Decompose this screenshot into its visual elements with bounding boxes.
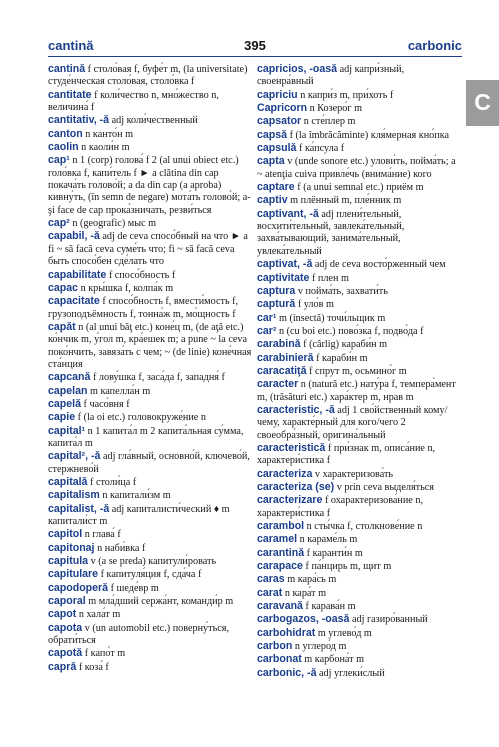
dictionary-entry xyxy=(257,404,462,442)
entry-definition: f карава́н m xyxy=(302,601,356,613)
dictionary-entry xyxy=(257,142,462,155)
entry-definition: adj углеки́слый xyxy=(316,667,385,679)
entry-definition: adj de ceva восто́рженный чем xyxy=(312,259,446,271)
entry-definition: adj гла́вный, основно́й, ключево́й, стержнево́й xyxy=(48,451,250,475)
dictionary-entry xyxy=(48,269,253,282)
dictionary-entry xyxy=(257,89,462,102)
entry-headword: caracteristic, -ă xyxy=(257,403,335,416)
entry-definition: f караби́н m xyxy=(313,352,368,364)
entry-headword: carambol xyxy=(257,520,305,533)
dictionary-entry xyxy=(257,481,462,494)
entry-headword: carantină xyxy=(257,546,305,559)
entry-headword: capăt xyxy=(48,320,76,333)
entry-definition: n капри́з m, при́хоть f xyxy=(297,89,394,101)
entry-definition: f капо́т m xyxy=(82,648,126,660)
dictionary-entry xyxy=(257,272,462,285)
entry-headword: caracteristică xyxy=(257,441,326,454)
entry-headword: Capricorn xyxy=(257,102,308,115)
dictionary-entry xyxy=(257,494,462,520)
entry-definition: n кры́шка f, колпа́к m xyxy=(78,282,174,294)
entry-headword: capac xyxy=(48,281,79,294)
entry-definition: f шеде́вр m xyxy=(108,582,159,594)
dictionary-entry xyxy=(257,533,462,546)
header-rule xyxy=(48,56,462,57)
entry-definition: f плен m xyxy=(309,272,349,284)
dictionary-entry xyxy=(257,600,462,613)
entry-headword: carat xyxy=(257,586,283,599)
dictionary-entry xyxy=(48,230,253,268)
dictionary-entry xyxy=(48,450,253,476)
dictionary-entry xyxy=(48,528,253,541)
entry-headword: carbon xyxy=(257,640,293,653)
entry-headword: captivitate xyxy=(257,271,310,284)
entry-definition: f коли́чество n, мно́жество n, величина́ f xyxy=(48,89,219,114)
dictionary-entry xyxy=(257,129,462,142)
entry-definition: f спрут m, осьмино́г m xyxy=(306,365,407,377)
entry-headword: caporal xyxy=(48,595,86,608)
entry-headword: capabil, -ă xyxy=(48,230,100,243)
entry-definition: n Козеро́г m xyxy=(307,103,362,115)
dictionary-entry xyxy=(257,573,462,586)
entry-headword: capelă xyxy=(48,397,81,410)
entry-headword: carabină xyxy=(257,338,301,351)
entry-definition: adj de ceva спосо́бный на что ► a fi ~ să facă ceva суме́ть что; fi ~ să facă ceva быть спосо́бен сде́лать что xyxy=(48,231,248,268)
entry-headword: capsator xyxy=(257,115,302,128)
entry-definition: m (insectă) точи́льщик m xyxy=(276,312,386,324)
dictionary-entry xyxy=(48,63,253,89)
dictionary-entry xyxy=(257,613,462,626)
dictionary-entry xyxy=(257,520,462,533)
dictionary-entry xyxy=(257,338,462,351)
entry-definition: adj капиталисти́ческий ♦ m капитали́ст m xyxy=(48,503,230,528)
dictionary-entry xyxy=(257,285,462,298)
entry-headword: captiv xyxy=(257,194,288,207)
entry-headword: capcană xyxy=(48,371,91,384)
dictionary-entry xyxy=(257,181,462,194)
entry-headword: capitula xyxy=(48,555,89,568)
entry-headword: capacitate xyxy=(48,295,100,308)
entry-headword: capot xyxy=(48,608,77,621)
dictionary-entry xyxy=(257,208,462,258)
entry-definition: n кара́т m xyxy=(282,587,327,599)
page-number: 395 xyxy=(244,38,266,53)
dictionary-entry xyxy=(257,378,462,404)
dictionary-entry xyxy=(257,560,462,573)
entry-headword: caravană xyxy=(257,600,303,613)
entry-headword: caracteriza (se) xyxy=(257,481,335,493)
dictionary-entry xyxy=(257,115,462,128)
entry-definition: v (a se preda) капитули́ровать xyxy=(88,556,217,568)
entry-definition: f часо́вня f xyxy=(80,398,130,410)
entry-definition: n (geografic) мыс m xyxy=(69,218,157,230)
entry-headword: carabinieră xyxy=(257,351,314,364)
entry-definition: adj коли́чественный xyxy=(109,115,198,127)
dictionary-entry xyxy=(257,63,462,89)
entry-definition: v характеризова́ть xyxy=(312,468,394,480)
entry-headword: cantitate xyxy=(48,88,92,101)
dictionary-entry xyxy=(48,128,253,141)
entry-headword: capsulă xyxy=(257,142,297,155)
entry-headword: car² xyxy=(257,324,277,337)
entry-definition: adj плени́тельный, восхити́тельный, завлека́тельный, захва́тывающий, занима́тельный, увлека́тельный xyxy=(257,208,405,257)
dictionary-entry xyxy=(48,371,253,384)
entry-definition: f (cârlig) караби́н m xyxy=(300,339,388,351)
entry-definition: f (la oi etc.) головокруже́ние n xyxy=(75,412,206,424)
dictionary-entry xyxy=(48,411,253,424)
entry-definition: n каоли́н m xyxy=(78,142,130,154)
entry-definition: f капитуля́ция f, сда́ча f xyxy=(98,569,202,581)
entry-definition: f лову́шка f, заса́да f, западня́ f xyxy=(90,372,225,384)
entry-headword: capitalism xyxy=(48,489,100,502)
dictionary-entry xyxy=(257,155,462,181)
entry-definition: f (a unui semnal etc.) приём m xyxy=(294,182,424,194)
dictionary-entry xyxy=(257,102,462,115)
left-running-head: cantină xyxy=(48,38,94,53)
dictionary-entry xyxy=(257,258,462,271)
entry-definition: f при́знак m, описа́ние n, характери́стика f xyxy=(257,442,436,467)
entry-definition: f спосо́бность f xyxy=(106,269,176,281)
entry-headword: cap² xyxy=(48,217,70,230)
entry-definition: m мла́дший сержа́нт, команди́р m xyxy=(85,596,234,608)
entry-headword: caracter xyxy=(257,378,299,391)
entry-definition: n (cu boi etc.) пово́зка f, подво́да f xyxy=(276,325,424,337)
dictionary-entry xyxy=(48,622,253,648)
entry-headword: carapace xyxy=(257,560,303,573)
dictionary-entry xyxy=(48,476,253,489)
dictionary-entry xyxy=(257,653,462,666)
entry-definition: f коза́ f xyxy=(76,661,109,673)
dictionary-entry xyxy=(257,547,462,560)
dictionary-entry xyxy=(48,321,253,371)
entry-headword: canton xyxy=(48,127,83,140)
dictionary-entry xyxy=(48,89,253,115)
entry-headword: caracatiţă xyxy=(257,364,307,377)
entry-headword: caramel xyxy=(257,533,298,546)
dictionary-entry xyxy=(48,661,253,674)
entry-definition: n сте́плер m xyxy=(301,116,356,128)
entry-headword: capotă xyxy=(48,647,83,660)
dictionary-entry xyxy=(48,114,253,127)
dictionary-entry xyxy=(48,503,253,529)
dictionary-entry xyxy=(257,627,462,640)
entry-headword: capitonaj xyxy=(48,541,95,554)
entry-definition: f ка́псула f xyxy=(296,143,345,155)
entry-headword: captivat, -ă xyxy=(257,258,313,271)
entry-definition: f столи́ца f xyxy=(87,477,137,488)
entry-headword: capta xyxy=(257,155,285,168)
entry-headword: capitulare xyxy=(48,568,99,581)
entry-headword: capitalist, -ă xyxy=(48,502,110,515)
dictionary-entry xyxy=(48,595,253,608)
entry-headword: capitală xyxy=(48,476,88,488)
entry-definition: n (natură etc.) нату́ра f, темпера́мент m, (trăsături etc.) хара́ктер m, нрав m xyxy=(257,379,456,403)
dictionary-column-left xyxy=(48,63,253,674)
dictionary-entry xyxy=(48,582,253,595)
entry-headword: capricios, -oasă xyxy=(257,63,338,75)
entry-definition: n капитали́зм m xyxy=(99,490,171,502)
dictionary-entry xyxy=(48,568,253,581)
entry-headword: capital¹ xyxy=(48,424,86,437)
entry-definition: n наби́вка f xyxy=(94,542,146,554)
entry-definition: adj газиро́ванный xyxy=(349,614,428,626)
entry-definition: adj капри́зный, своенра́вный xyxy=(257,64,405,88)
entry-headword: capie xyxy=(48,411,76,424)
right-running-head: carbonic xyxy=(407,38,462,53)
entry-headword: capelan xyxy=(48,384,88,397)
entry-headword: cantitativ, -ă xyxy=(48,114,110,127)
dictionary-entry xyxy=(48,141,253,154)
entry-headword: caras xyxy=(257,573,285,586)
dictionary-entry xyxy=(48,282,253,295)
entry-definition: v пойма́ть, захвати́ть xyxy=(295,285,388,297)
entry-headword: captare xyxy=(257,181,295,194)
entry-headword: cantină xyxy=(48,63,86,75)
dictionary-entry xyxy=(48,398,253,411)
dictionary-entry xyxy=(48,489,253,502)
entry-headword: carbonat xyxy=(257,653,302,666)
dictionary-entry xyxy=(257,640,462,653)
entry-definition: n (al unui băţ etc.) коне́ц m, (de aţă etc.) ко́нчик m, у́гол m, кра́ешек m; a pune ~ la ceva поко́нчить, завяза́ть с чем; ~ (de linie) коне́чная ста́нция xyxy=(48,321,252,370)
entry-headword: caolin xyxy=(48,141,79,154)
entry-definition: f спосо́бность f, вмести́мость f, грузоподъёмность f, тонна́ж m, мо́щность f xyxy=(48,296,239,320)
entry-definition: f охарактеризова́ние n, характери́стика f xyxy=(257,495,424,519)
entry-definition: f каранти́н m xyxy=(304,547,363,559)
dictionary-entry xyxy=(257,194,462,207)
entry-headword: captura xyxy=(257,284,296,297)
entry-definition: n глава́ f xyxy=(82,529,121,541)
entry-definition: adj 1 сво́йственный кому/чему, характе́рный для кого/чего 2 своеобра́зный, оригина́льный xyxy=(257,404,448,441)
entry-headword: capodoperă xyxy=(48,581,109,594)
dictionary-entry xyxy=(48,542,253,555)
entry-headword: carbonic, -ă xyxy=(257,666,317,679)
entry-headword: capital², -ă xyxy=(48,450,101,463)
entry-headword: capră xyxy=(48,660,77,673)
dictionary-entry xyxy=(257,365,462,378)
entry-definition: v (unde sonore etc.) улови́ть, пойма́ть; a ~ atenţia cuiva привле́чь (внима́ние) кого xyxy=(257,156,456,180)
dictionary-entry xyxy=(257,352,462,365)
entry-definition: m плённый m, пле́нник m xyxy=(287,195,402,207)
dictionary-entry xyxy=(48,555,253,568)
entry-definition: v (un automobil etc.) поверну́ться, обрати́ться xyxy=(48,622,229,647)
entry-definition: n хала́т m xyxy=(76,609,121,621)
page-header xyxy=(48,38,462,54)
entry-headword: carbogazos, -oasă xyxy=(257,613,350,626)
entry-definition: f столо́вая f, буфе́т m, (la universitate) студе́нческая столо́вая, столо́вка f xyxy=(48,64,248,88)
entry-definition: n караме́ль m xyxy=(297,534,358,546)
entry-definition: m кара́сь m xyxy=(284,574,337,586)
entry-definition: f (la îmbrăcăminte) кля́мерная кно́пка xyxy=(287,129,450,141)
entry-headword: carbohidrat xyxy=(257,626,316,639)
dictionary-entry xyxy=(257,667,462,680)
entry-definition: m капелла́н m xyxy=(87,385,151,397)
dictionary-entry xyxy=(257,312,462,325)
dictionary-entry xyxy=(257,468,462,481)
entry-definition: n канто́н m xyxy=(82,128,134,140)
entry-definition: n сты́чка f, столкнове́ние n xyxy=(304,521,423,533)
dictionary-entry xyxy=(48,425,253,451)
entry-definition: n 1 (corp) голова́ f 2 (al unui obiect etc.) голо́вка f, капи́тель f ► a clătina din cap покача́ть голово́й; a da din cap (a aproba) кивну́ть, (în semn de negare) мота́ть голово́й; a-şi face de cap прока́зничать, резви́ться xyxy=(48,155,251,216)
dictionary-column-right xyxy=(257,63,462,680)
thumb-tab-letter: C xyxy=(474,89,491,115)
entry-definition: f уло́в m xyxy=(295,299,334,311)
dictionary-entry xyxy=(257,587,462,600)
entry-headword: captivant, -ă xyxy=(257,207,319,220)
entry-headword: capota xyxy=(48,621,83,634)
dictionary-entry xyxy=(257,325,462,338)
entry-headword: captură xyxy=(257,298,296,311)
entry-headword: capitol xyxy=(48,528,83,541)
dictionary-entry xyxy=(48,385,253,398)
entry-definition: v prin ceva выделя́ться xyxy=(334,482,434,493)
dictionary-entry xyxy=(257,442,462,468)
entry-headword: car¹ xyxy=(257,311,277,324)
entry-headword: capsă xyxy=(257,128,288,141)
entry-headword: caracteriza xyxy=(257,467,313,480)
entry-definition: m углево́д m xyxy=(315,627,372,639)
entry-definition: f па́нцирь m, щит m xyxy=(302,561,392,573)
entry-headword: capriciu xyxy=(257,88,298,101)
entry-definition: n углеро́д m xyxy=(292,641,347,653)
dictionary-entry xyxy=(48,217,253,230)
entry-headword: cap¹ xyxy=(48,154,70,167)
entry-definition: m карбона́т m xyxy=(301,654,365,666)
dictionary-entry xyxy=(48,154,253,217)
letter-thumb-tab xyxy=(466,80,499,126)
dictionary-entry xyxy=(48,608,253,621)
dictionary-entry xyxy=(48,647,253,660)
entry-definition: n 1 капита́л m 2 капита́льная су́мма, капита́л m xyxy=(48,425,244,449)
dictionary-entry xyxy=(48,295,253,321)
entry-headword: caracterizare xyxy=(257,494,323,507)
dictionary-entry xyxy=(257,298,462,311)
entry-headword: capabilitate xyxy=(48,268,107,281)
